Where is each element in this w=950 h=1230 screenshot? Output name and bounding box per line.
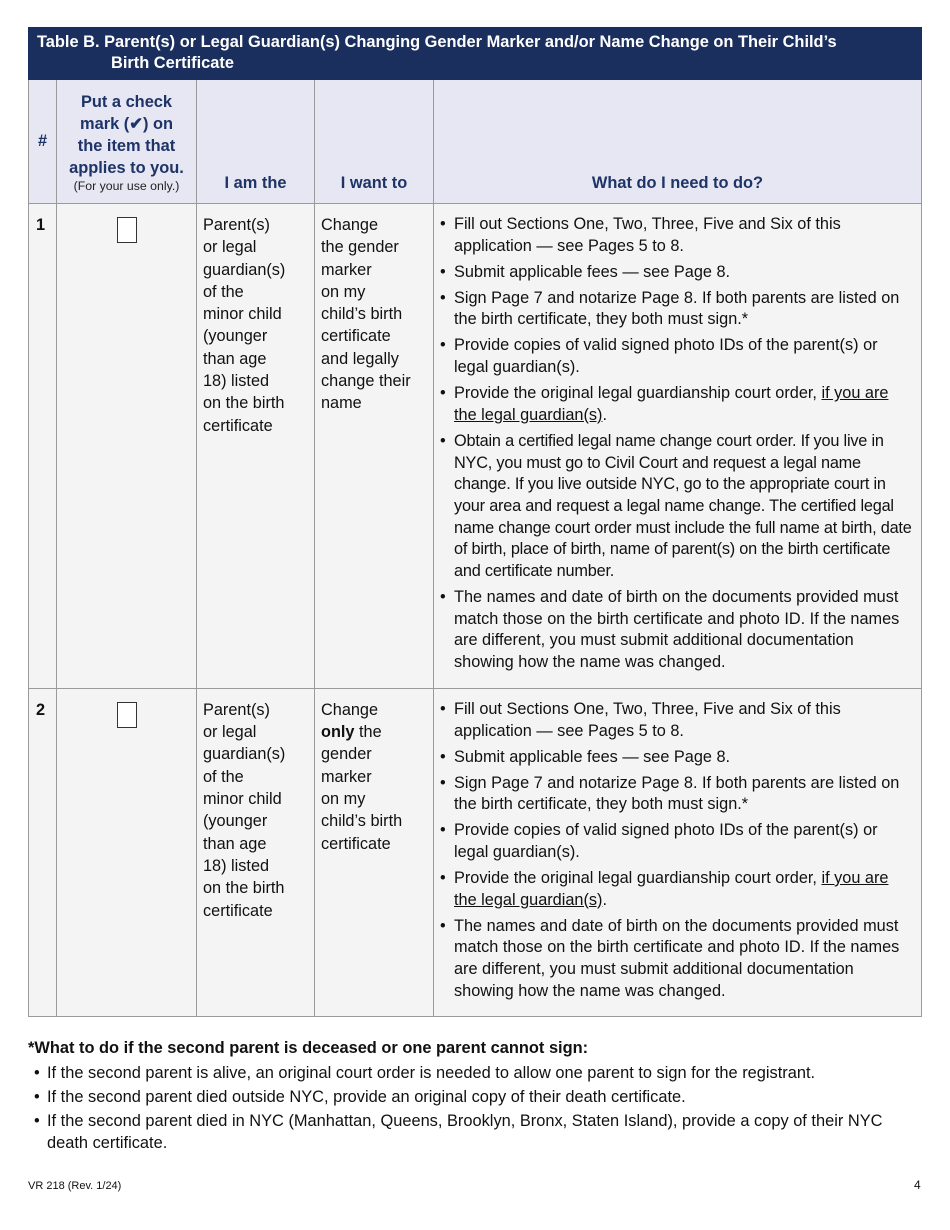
- header-i-want: I want to: [315, 80, 434, 204]
- page-number: 4: [914, 1178, 921, 1192]
- list-item: • Provide copies of valid signed photo IDs of the parent(s) or legal guardian(s).: [440, 820, 915, 863]
- list-item: • If the second parent died in NYC (Manhattan, Queens, Brooklyn, Bronx, Staten Island), provide a copy of their NYC death certificate.: [28, 1110, 921, 1154]
- row-instructions: [434, 688, 922, 1017]
- header-i-am: I am the: [197, 80, 315, 204]
- list-item: • Provide the original legal guardianship court order, if you are the legal guardian(s).: [440, 868, 915, 911]
- list-item: • Fill out Sections One, Two, Three, Five and Six of this application — see Pages 5 to 8.: [440, 214, 915, 257]
- table-title-line2: Birth Certificate: [111, 54, 234, 72]
- table-title-line1: Table B. Parent(s) or Legal Guardian(s) Changing Gender Marker and/or Name Change on Their Child’s: [37, 33, 837, 51]
- list-item: • Fill out Sections One, Two, Three, Five and Six of this application — see Pages 5 to 8.: [440, 699, 915, 742]
- header-number: #: [29, 80, 57, 204]
- list-item: • If the second parent is alive, an original court order is needed to allow one parent to sign for the registrant.: [28, 1062, 921, 1084]
- row-i-am: Parent(s) or legal guardian(s) of the minor child (younger than age 18) listed on the birth certificate: [197, 204, 315, 689]
- table-row: [29, 688, 922, 1017]
- row-number: 1: [29, 204, 57, 689]
- row-checkbox-cell: [57, 688, 197, 1017]
- table-row: [29, 204, 922, 689]
- table-header-row: [29, 80, 922, 204]
- list-item: • If the second parent died outside NYC, provide an original copy of their death certificate.: [28, 1086, 921, 1108]
- form-id: VR 218 (Rev. 1/24): [28, 1180, 122, 1192]
- row-i-am: Parent(s) or legal guardian(s) of the minor child (younger than age 18) listed on the birth certificate: [197, 688, 315, 1017]
- checkmark-icon: ✔: [129, 115, 143, 133]
- list-item: • Submit applicable fees — see Page 8.: [440, 262, 915, 284]
- table-title: [29, 28, 922, 80]
- list-item: • Sign Page 7 and notarize Page 8. If both parents are listed on the birth certificate, they both must sign.*: [440, 288, 915, 331]
- footnote: [28, 1037, 921, 1156]
- row-number: 2: [29, 688, 57, 1017]
- list-item: • Provide copies of valid signed photo IDs of the parent(s) or legal guardian(s).: [440, 335, 915, 378]
- list-item: • Obtain a certified legal name change court order. If you live in NYC, you must go to Civil Court and request a legal name change. If you live outside NYC, go to the appropriate court in your area and request a legal name change. The certified legal name change court order must include the full name at birth, date of birth, place of birth, name of parent(s) on the birth certificate and certificate number.: [440, 431, 915, 583]
- footnote-heading: *What to do if the second parent is deceased or one parent cannot sign:: [28, 1039, 589, 1057]
- list-item: • Provide the original legal guardianship court order, if you are the legal guardian(s).: [440, 383, 915, 426]
- list-item: • Sign Page 7 and notarize Page 8. If both parents are listed on the birth certificate, they both must sign.*: [440, 773, 915, 816]
- header-what: What do I need to do?: [434, 80, 922, 204]
- table-b: [28, 27, 922, 1017]
- list-item: • The names and date of birth on the documents provided must match those on the birth certificate and photo ID. If the names are different, you must submit additional documentation showing how the name was changed.: [440, 587, 915, 674]
- row-checkbox-cell: [57, 204, 197, 689]
- row-instructions: [434, 204, 922, 689]
- header-check: Put a check mark (✔) on the item that applies to you. (For your use only.): [57, 80, 197, 204]
- row-i-want: Change the gender marker on my child’s birth certificate and legally change their name: [315, 204, 434, 689]
- list-item: • Submit applicable fees — see Page 8.: [440, 747, 915, 769]
- row-2-checkbox[interactable]: [117, 702, 137, 728]
- row-1-checkbox[interactable]: [117, 217, 137, 243]
- row-i-want: Change only the gender marker on my child’s birth certificate: [315, 688, 434, 1017]
- list-item: • The names and date of birth on the documents provided must match those on the birth certificate and photo ID. If the names are different, you must submit additional documentation showing how the name was changed.: [440, 916, 915, 1003]
- header-check-note: (For your use only.): [73, 179, 180, 193]
